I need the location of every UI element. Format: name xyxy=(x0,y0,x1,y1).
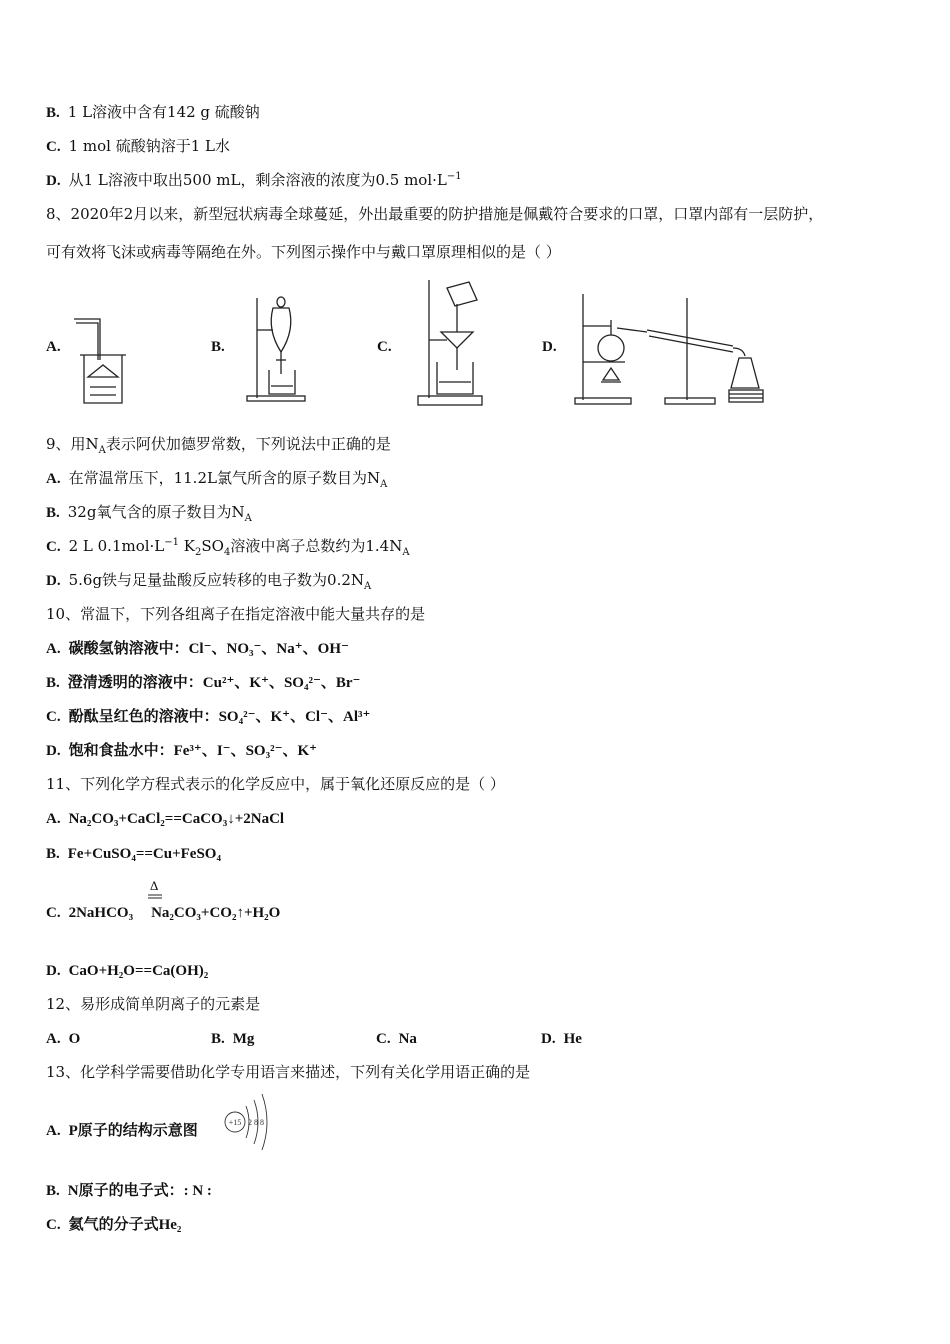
q11-option-b xyxy=(46,843,221,864)
q12-options xyxy=(46,1028,582,1049)
option-label: D. xyxy=(46,573,61,589)
option-label: B. xyxy=(211,1031,225,1047)
subscript: 2 xyxy=(195,547,202,558)
option-text: Na₂CO₃+CO₂↑+H₂O xyxy=(151,905,281,921)
q9-option-c xyxy=(46,536,410,557)
q8-stem-line1: 8、2020年2月以来，新型冠状病毒全球蔓延，外出最重要的防护措施是佩戴符合要求的口罩，口罩内部有一层防护， xyxy=(46,205,824,223)
q8-figure-label-b: B. xyxy=(211,339,225,355)
option-text: 饱和食盐水中：Fe³⁺、I⁻、SO₃²⁻、K⁺ xyxy=(68,743,318,759)
option-label: B. xyxy=(46,1183,60,1199)
q10-option-b xyxy=(46,672,360,693)
option-label: C. xyxy=(46,539,61,555)
option-text: 2NaHCO₃ xyxy=(68,905,134,921)
option-text: 从1 L溶液中取出500 mL，剩余溶液的浓度为0.5 mol·L xyxy=(68,171,447,189)
subscript: A xyxy=(402,547,410,558)
option-label: B. xyxy=(46,105,60,121)
option-text: Na₂CO₃+CaCl₂==CaCO₃↓+2NaCl xyxy=(68,811,285,827)
option-label: A. xyxy=(46,811,61,827)
q7-option-d xyxy=(46,170,462,191)
stem-text: 表示阿伏加德罗常数，下列说法中正确的是 xyxy=(105,435,391,453)
q9-option-b xyxy=(46,502,252,523)
option-label: C. xyxy=(376,1031,391,1047)
option-label: A. xyxy=(46,1123,61,1139)
option-text: Na xyxy=(398,1031,417,1047)
option-text: 溶液中离子总数约为1.4N xyxy=(230,537,403,555)
option-text: 1 L溶液中含有142 g 硫酸钠 xyxy=(67,103,260,121)
option-text: P原子的结构示意图 xyxy=(68,1123,198,1139)
q8-figure-label-d: D. xyxy=(542,339,557,355)
subscript: A xyxy=(98,445,106,456)
option-text: SO xyxy=(201,537,224,555)
option-label: C. xyxy=(46,139,61,155)
q9-option-d xyxy=(46,570,371,591)
option-label: D. xyxy=(46,173,61,189)
q11-stem: 11、下列化学方程式表示的化学反应中，属于氧化还原反应的是（ ） xyxy=(46,775,505,793)
separatory-funnel-figure xyxy=(243,290,308,405)
option-label: A. xyxy=(46,641,61,657)
stem-text: 9、用N xyxy=(46,435,99,453)
q8-figure-label-a: A. xyxy=(46,339,61,355)
evaporation-apparatus-figure xyxy=(70,315,130,410)
option-label: B. xyxy=(46,675,60,691)
q11-option-c xyxy=(46,902,280,923)
option-text: 32g氧气含的原子数目为N xyxy=(67,503,245,521)
q10-option-a xyxy=(46,638,349,659)
q13-option-a xyxy=(46,1120,198,1141)
option-label: A. xyxy=(46,1031,61,1047)
option-text: 在常温常压下，11.2L氯气所含的原子数目为N xyxy=(68,469,381,487)
q13-option-b xyxy=(46,1180,212,1201)
q9-option-a xyxy=(46,468,387,489)
subscript: A xyxy=(244,513,252,524)
heat-delta-symbol: Δ xyxy=(150,878,159,893)
option-label: D. xyxy=(541,1031,556,1047)
q12-option-a xyxy=(46,1028,211,1049)
subscript: A xyxy=(380,479,388,490)
option-label: B. xyxy=(46,846,60,862)
option-text: 5.6g铁与足量盐酸反应转移的电子数为0.2N xyxy=(68,571,365,589)
option-label: D. xyxy=(46,743,61,759)
q10-option-c xyxy=(46,706,370,727)
option-text: K xyxy=(179,537,196,555)
q12-stem: 12、易形成简单阴离子的元素是 xyxy=(46,995,261,1013)
option-text: 酚酞呈红色的溶液中：SO₄²⁻、K⁺、Cl⁻、Al³⁺ xyxy=(68,709,371,725)
q7-option-b xyxy=(46,102,260,123)
option-label: C. xyxy=(46,709,61,725)
q10-stem: 10、常温下，下列各组离子在指定溶液中能大量共存的是 xyxy=(46,605,426,623)
option-text: 2 L 0.1mol·L xyxy=(68,537,165,555)
filtration-apparatus-figure xyxy=(415,270,485,410)
option-text: Mg xyxy=(232,1031,255,1047)
option-text: 澄清透明的溶液中：Cu²⁺、K⁺、SO₄²⁻、Br⁻ xyxy=(67,675,361,691)
option-label: C. xyxy=(46,1217,61,1233)
subscript: A xyxy=(364,581,372,592)
equation-equals-sign xyxy=(147,894,163,900)
atom-structure-diagram xyxy=(222,1090,277,1150)
q8-stem-line2: 可有效将飞沫或病毒等隔绝在外。下列图示操作中与戴口罩原理相似的是（ ） xyxy=(46,243,561,261)
option-text: 氦气的分子式He₂ xyxy=(68,1217,182,1233)
superscript: −1 xyxy=(164,537,180,548)
q13-option-c xyxy=(46,1214,181,1235)
q13-stem: 13、化学科学需要借助化学专用语言来描述，下列有关化学用语正确的是 xyxy=(46,1063,531,1081)
option-text: He xyxy=(563,1031,582,1047)
q12-option-c xyxy=(376,1028,541,1049)
distillation-apparatus-figure xyxy=(573,290,768,408)
option-label: B. xyxy=(46,505,60,521)
option-text: CaO+H₂O==Ca(OH)₂ xyxy=(68,963,209,979)
q12-option-d xyxy=(541,1028,582,1049)
option-text: O xyxy=(68,1031,81,1047)
option-text: 碳酸氢钠溶液中：Cl⁻、NO₃⁻、Na⁺、OH⁻ xyxy=(68,641,349,657)
option-text: N原子的电子式：: N : xyxy=(67,1183,212,1199)
q11-option-a xyxy=(46,808,284,829)
q7-option-c xyxy=(46,136,230,157)
nucleus-charge: +15 xyxy=(228,1118,242,1127)
option-label: C. xyxy=(46,905,61,921)
option-label: D. xyxy=(46,963,61,979)
option-text: 1 mol 硫酸钠溶于1 L水 xyxy=(68,137,230,155)
q9-stem xyxy=(46,434,391,454)
q8-figure-label-c: C. xyxy=(377,339,392,355)
superscript: −1 xyxy=(446,171,462,182)
q12-option-b xyxy=(211,1028,376,1049)
subscript: 4 xyxy=(223,547,231,558)
option-label: A. xyxy=(46,471,61,487)
q10-option-d xyxy=(46,740,317,761)
q11-option-d xyxy=(46,960,208,981)
option-text: Fe+CuSO₄==Cu+FeSO₄ xyxy=(67,846,221,862)
electron-shells: 2 8 8 xyxy=(248,1118,264,1127)
